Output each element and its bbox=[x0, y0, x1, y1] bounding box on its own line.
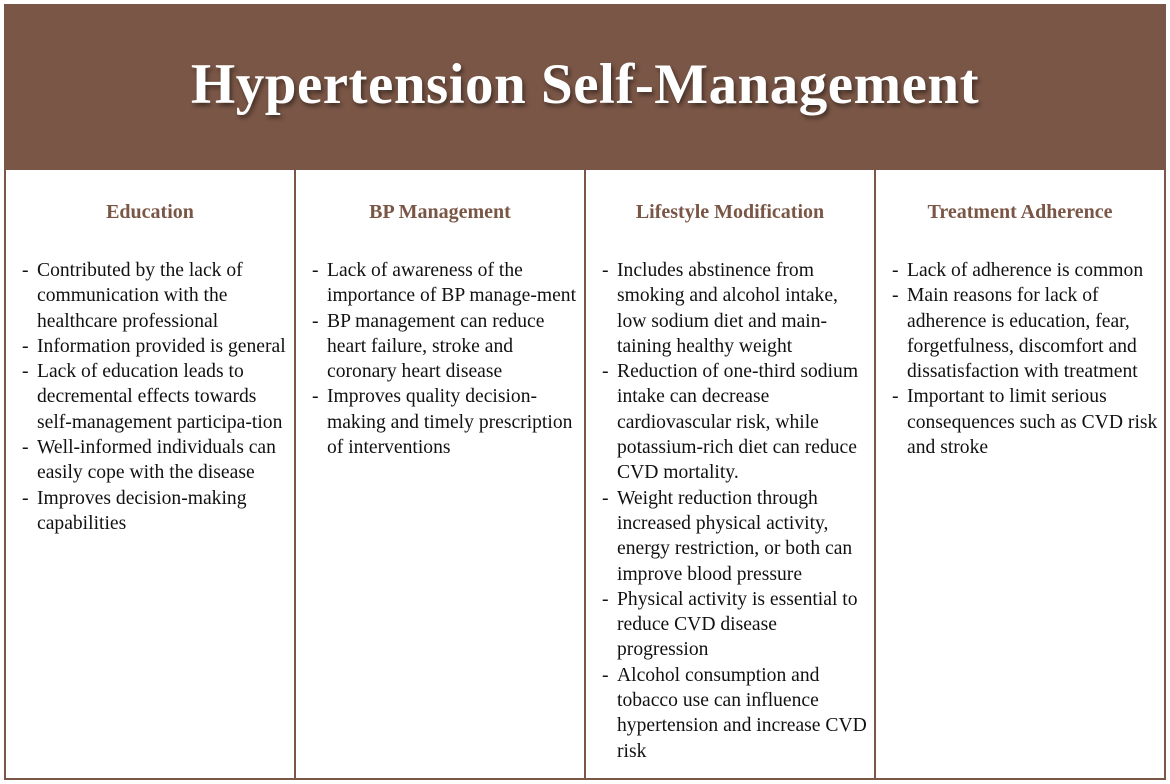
column-education bbox=[6, 170, 296, 778]
bullet-text: Reduction of one-third sodium intake can decrease cardiovascular risk, while potassium-rich diet can reduce CVD mortality. bbox=[617, 361, 859, 484]
bullet-text: Well-informed individuals can easily cope with the disease bbox=[37, 437, 276, 484]
dash-icon: - bbox=[22, 361, 29, 383]
bullet-item bbox=[602, 258, 868, 359]
bullet-text: Important to limit serious consequences such as CVD risk and stroke bbox=[907, 386, 1158, 459]
bullet-text: Information provided is general bbox=[37, 335, 286, 357]
bullet-item bbox=[602, 663, 868, 764]
bullet-list bbox=[312, 258, 578, 460]
bullet-text: BP management can reduce heart failure, stroke and coronary heart disease bbox=[327, 310, 545, 383]
dash-icon: - bbox=[22, 260, 29, 281]
bullet-item bbox=[602, 587, 868, 663]
column-heading: Treatment Adherence bbox=[927, 201, 1113, 223]
bullet-text: Lack of education leads to decremental effects towards self-management participa-tion bbox=[37, 361, 283, 433]
bullet-list bbox=[22, 258, 288, 536]
bullet-item bbox=[22, 486, 288, 537]
bullet-item bbox=[22, 435, 288, 486]
dash-icon: - bbox=[602, 664, 609, 686]
column-bp-management bbox=[296, 170, 586, 778]
dash-icon: - bbox=[22, 437, 29, 459]
column-heading: Education bbox=[106, 201, 194, 223]
bullet-text: Contributed by the lack of communication with the healthcare professional bbox=[37, 260, 243, 332]
column-treatment-adherence bbox=[876, 170, 1164, 778]
dash-icon: - bbox=[22, 487, 29, 509]
bullet-item bbox=[892, 384, 1158, 460]
dash-icon: - bbox=[312, 310, 319, 332]
dash-icon: - bbox=[22, 335, 29, 357]
bullet-item bbox=[312, 258, 578, 309]
dash-icon: - bbox=[312, 386, 319, 408]
bullet-item bbox=[312, 309, 578, 385]
bullet-text: Improves quality decision-making and timely prescription of interventions bbox=[327, 386, 573, 459]
header-banner bbox=[6, 6, 1164, 170]
bullet-text: Lack of awareness of the importance of BP manage-ment bbox=[327, 260, 577, 307]
dash-icon: - bbox=[602, 260, 609, 281]
bullet-item bbox=[22, 258, 288, 334]
column-heading: BP Management bbox=[369, 201, 511, 223]
column-heading: Lifestyle Modification bbox=[635, 201, 825, 223]
bullet-text: Improves decision-making capabilities bbox=[37, 487, 247, 534]
bullet-item bbox=[892, 283, 1158, 384]
bullet-item bbox=[602, 359, 868, 485]
diagram-title: Hypertension Self-Management bbox=[190, 52, 980, 116]
bullet-text: Alcohol consumption and tobacco use can influence hypertension and increase CVD risk bbox=[617, 664, 867, 762]
bullet-item bbox=[22, 359, 288, 435]
bullet-text: Includes abstinence from smoking and alcohol intake, low sodium diet and main-taining healthy weight bbox=[617, 260, 838, 357]
bullet-list bbox=[892, 258, 1158, 460]
bullet-text: Main reasons for lack of adherence is education, fear, forgetfulness, discomfort and dissatisfaction with treatment bbox=[907, 285, 1138, 383]
dash-icon: - bbox=[892, 285, 899, 307]
bullet-text: Weight reduction through increased physical activity, energy restriction, or both can improve blood pressure bbox=[617, 487, 853, 585]
bullet-item bbox=[312, 384, 578, 460]
bullet-item bbox=[892, 258, 1158, 283]
columns-container bbox=[6, 170, 1164, 778]
dash-icon: - bbox=[892, 260, 899, 281]
bullet-text: Lack of adherence is common bbox=[907, 260, 1144, 281]
bullet-item bbox=[22, 334, 288, 359]
bullet-text: Physical activity is essential to reduce CVD disease progression bbox=[617, 588, 858, 661]
dash-icon: - bbox=[312, 260, 319, 281]
column-lifestyle-modification bbox=[586, 170, 876, 778]
diagram-frame bbox=[4, 4, 1166, 780]
dash-icon: - bbox=[892, 386, 899, 408]
dash-icon: - bbox=[602, 361, 609, 383]
bullet-item bbox=[602, 486, 868, 587]
dash-icon: - bbox=[602, 588, 609, 610]
dash-icon: - bbox=[602, 487, 609, 509]
bullet-list bbox=[602, 258, 868, 764]
